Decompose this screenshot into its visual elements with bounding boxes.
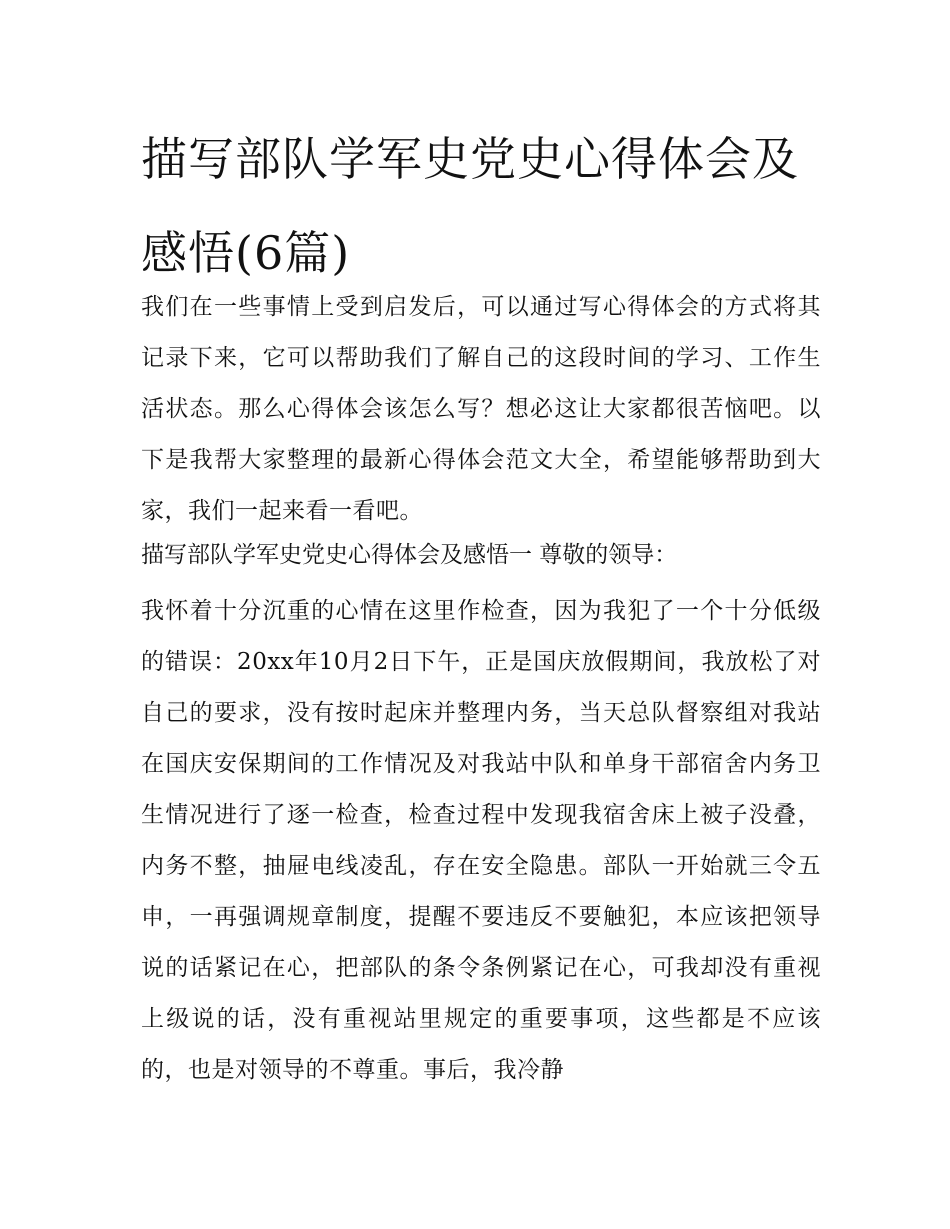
body-paragraph: 我怀着十分沉重的心情在这里作检查，因为我犯了一个十分低级的错误：20xx年10月2日下午，正是国庆放假期间，我放松了对自己的要求，没有按时起床并整理内务，当天总队督察组对我站在国庆安保期间的工作情况及对我站中队和单身干部宿舍内务卫生情况进行了逐一检查，检查过程中发现我宿舍床上被子没叠，内务不整，抽屉电线凌乱，存在安全隐患。部队一开始就三令五申，一再强调规章制度，提醒不要违反不要触犯，本应该把领导说的话紧记在心，把部队的条令条例紧记在心，可我却没有重视上级说的话，没有重视站里规定的重要事项，这些都是不应该的，也是对领导的不尊重。事后，我冷静 — [141, 598, 821, 1083]
intro-paragraph: 我们在一些事情上受到启发后，可以通过写心得体会的方式将其记录下来，它可以帮助我们了解自己的这段时间的学习、工作生活状态。那么心得体会该怎么写？想必这让大家都很苦恼吧。以下是我帮大家整理的最新心得体会范文大全，希望能够帮助到大家，我们一起来看一看吧。 — [141, 294, 821, 524]
section-heading: 描写部队学军史党史心得体会及感悟一 尊敬的领导： — [141, 542, 678, 568]
document-title: 描写部队学军史党史心得体会及感悟(6篇) — [141, 132, 799, 280]
